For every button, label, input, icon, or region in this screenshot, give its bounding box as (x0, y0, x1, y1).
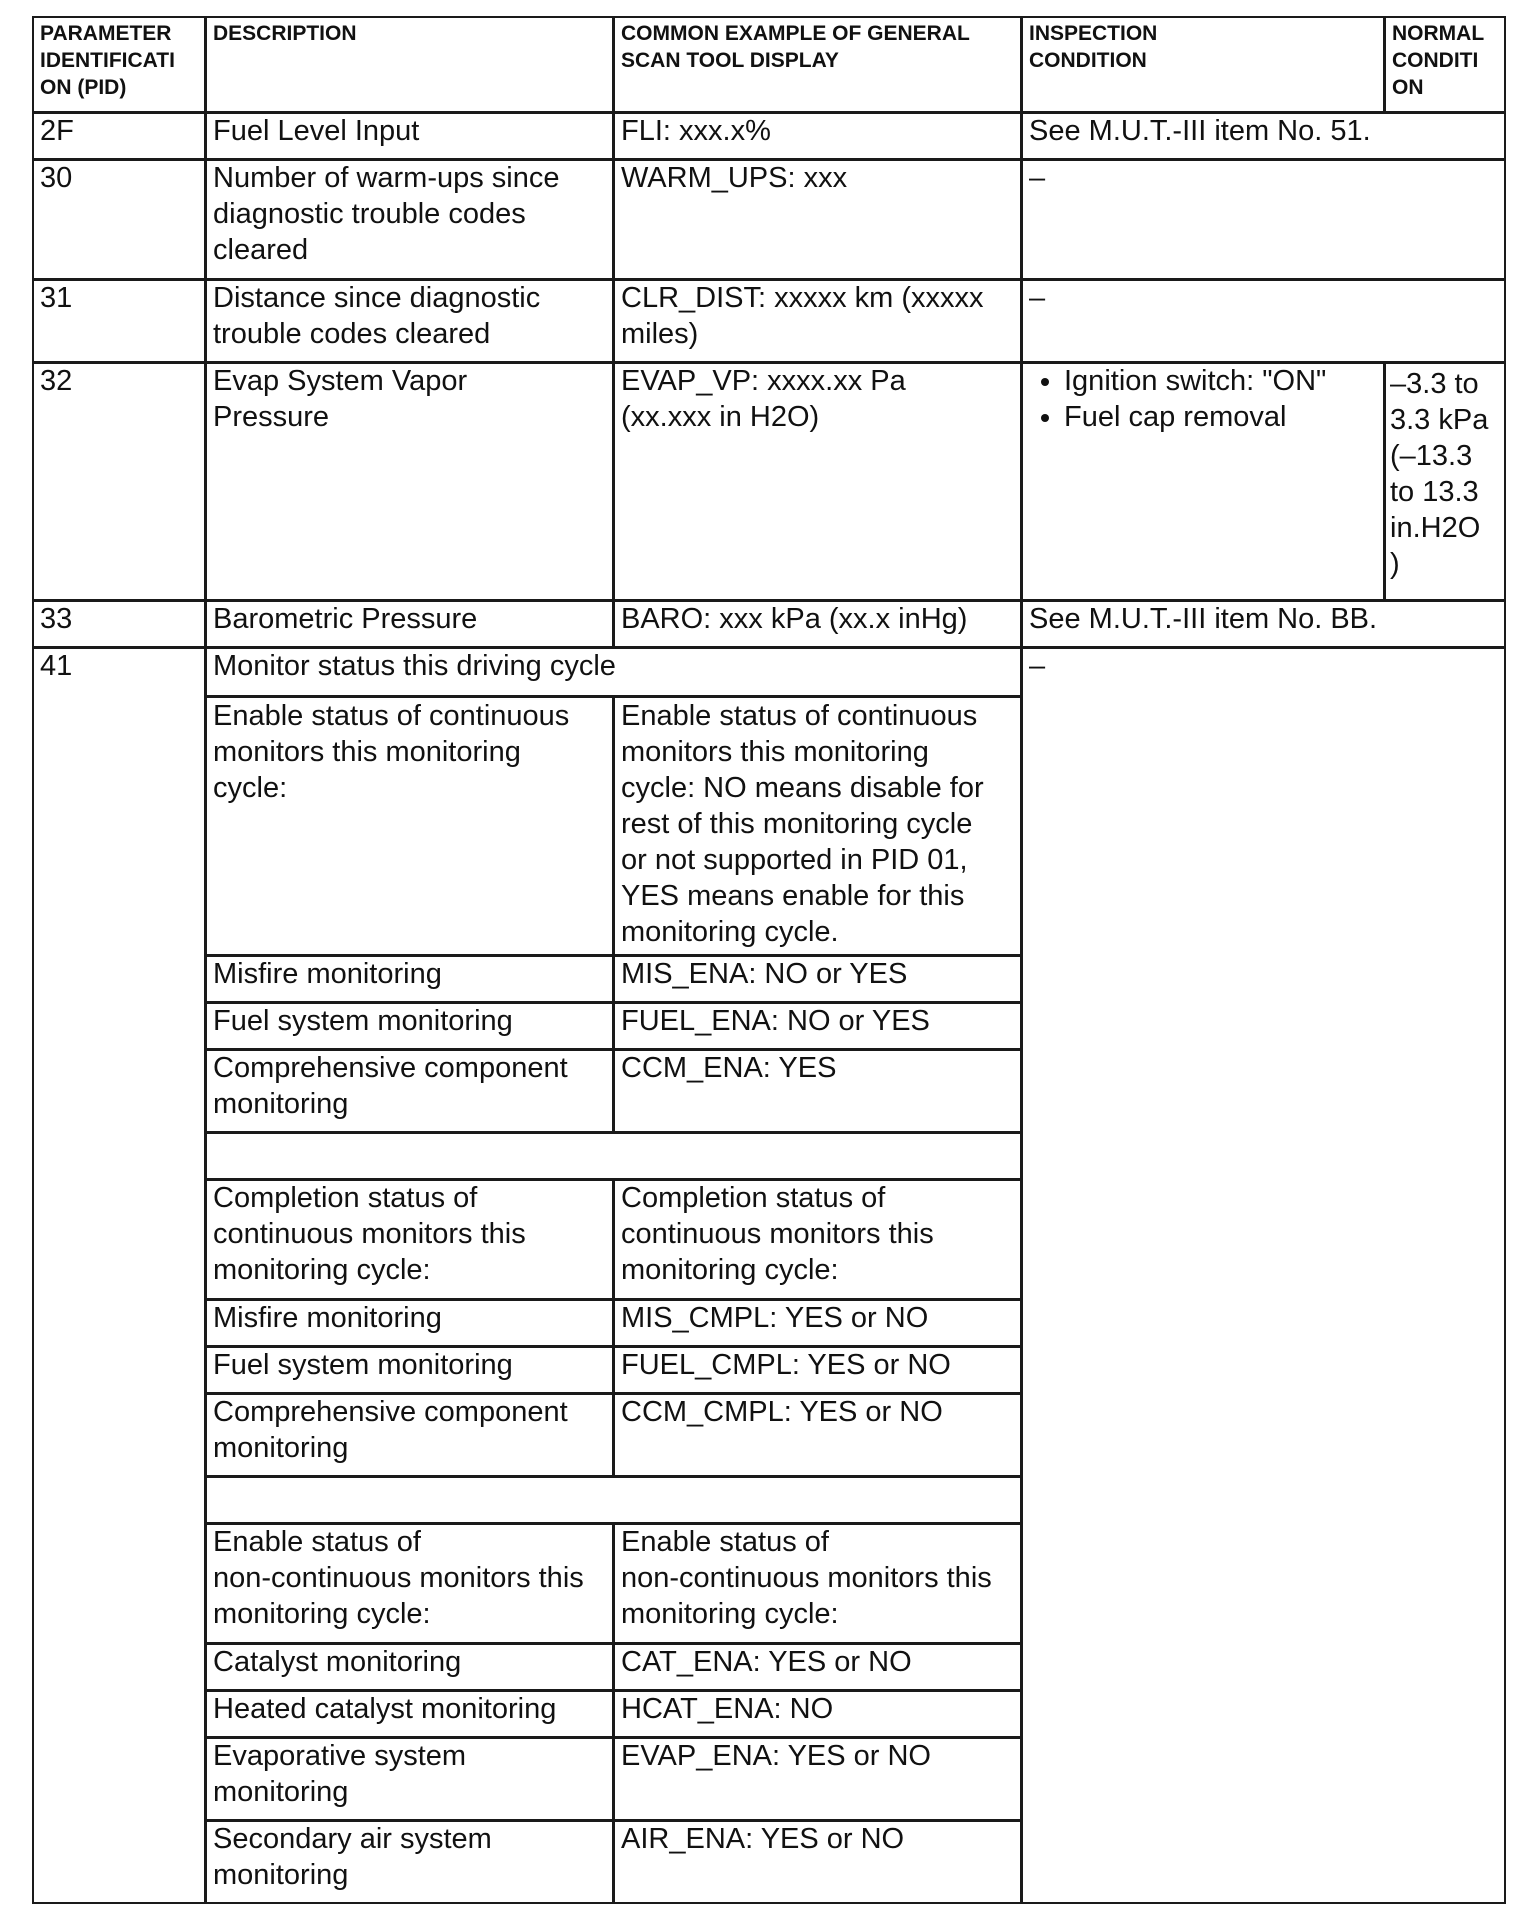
sub-display-2: FUEL_ENA: NO or YES (621, 1005, 930, 1037)
sub-display-11: EVAP_ENA: YES or NO (621, 1740, 931, 1772)
cond-32-item-2: • Fuel cap removal (1064, 399, 1326, 435)
display-30: WARM_UPS: xxx (621, 162, 848, 194)
sub-desc-11: Evaporative system monitoring (213, 1740, 467, 1808)
header-display: COMMON EXAMPLE OF GENERAL SCAN TOOL DISPLAY (621, 22, 970, 72)
sub-display-5: MIS_CMPL: YES or NO (621, 1302, 929, 1334)
cond-31: – (1029, 282, 1046, 314)
desc-31: Distance since diagnostic trouble codes cleared (213, 282, 541, 350)
pid-2f: 2F (40, 115, 74, 147)
row-41-title: Monitor status this driving cycle (213, 650, 616, 682)
sub-desc-5: Misfire monitoring (213, 1302, 442, 1334)
table-row-31-cond (1020, 278, 1506, 364)
header-pid: PARAMETER IDENTIFICATI ON (PID) (40, 22, 175, 99)
cond-2f: See M.U.T.-III item No. 51. (1029, 115, 1371, 147)
desc-33: Barometric Pressure (213, 603, 478, 635)
sub-display-8: Enable status of non-continuous monitors this monitoring cycle: (621, 1526, 992, 1630)
sub-desc-9: Catalyst monitoring (213, 1646, 462, 1678)
sub-desc-1: Misfire monitoring (213, 958, 442, 990)
display-32: EVAP_VP: xxxx.xx Pa (xx.xxx in H2O) (621, 365, 906, 433)
sub-desc-8: Enable status of non-continuous monitors this monitoring cycle: (213, 1526, 584, 1630)
cond-30: – (1029, 162, 1046, 194)
spacer-row-2 (204, 1475, 1023, 1525)
cond-32-item-1: • Ignition switch: "ON" (1064, 363, 1326, 399)
pid-32: 32 (40, 365, 73, 397)
sub-desc-10: Heated catalyst monitoring (213, 1693, 557, 1725)
desc-30: Number of warm-ups since diagnostic trouble codes cleared (213, 162, 560, 266)
table-row-41-cond (1020, 646, 1506, 1904)
pid-30: 30 (40, 162, 73, 194)
display-2f: FLI: xxx.x% (621, 115, 771, 147)
sub-desc-0: Enable status of continuous monitors this monitoring cycle: (213, 700, 570, 804)
spec-table (32, 16, 1506, 1904)
sub-desc-12: Secondary air system monitoring (213, 1823, 492, 1891)
sub-display-0: Enable status of continuous monitors this monitoring cycle: NO means disable for rest of this monitoring cycle or not supported in PID 01, YES means enable for this monitoring cycle. (621, 700, 984, 948)
normal-32: –3.3 to 3.3 kPa (–13.3 to 13.3 in.H2O ) (1390, 368, 1489, 580)
sub-display-4: Completion status of continuous monitors this monitoring cycle: (621, 1182, 934, 1286)
sub-display-9: CAT_ENA: YES or NO (621, 1646, 912, 1678)
cond-32-list (1029, 363, 1326, 435)
sub-desc-7: Comprehensive component monitoring (213, 1396, 568, 1464)
table-row-41-pid (32, 646, 207, 1904)
cond-33: See M.U.T.-III item No. BB. (1029, 603, 1378, 635)
sub-desc-2: Fuel system monitoring (213, 1005, 513, 1037)
cond-41: – (1029, 650, 1046, 682)
desc-32: Evap System Vapor Pressure (213, 365, 468, 433)
display-31: CLR_DIST: xxxxx km (xxxxx miles) (621, 282, 984, 350)
sub-desc-6: Fuel system monitoring (213, 1349, 513, 1381)
sub-display-1: MIS_ENA: NO or YES (621, 958, 908, 990)
pid-41: 41 (40, 650, 73, 682)
sub-desc-3: Comprehensive component monitoring (213, 1052, 568, 1120)
sub-display-12: AIR_ENA: YES or NO (621, 1823, 905, 1855)
sub-display-7: CCM_CMPL: YES or NO (621, 1396, 943, 1428)
desc-2f: Fuel Level Input (213, 115, 420, 147)
header-description: DESCRIPTION (213, 22, 357, 45)
pid-33: 33 (40, 603, 73, 635)
sub-display-6: FUEL_CMPL: YES or NO (621, 1349, 951, 1381)
spacer-row-1 (204, 1131, 1023, 1181)
header-inspection: INSPECTION CONDITION (1029, 22, 1158, 72)
header-normal: NORMAL CONDITI ON (1392, 22, 1485, 99)
pid-31: 31 (40, 282, 73, 314)
display-33: BARO: xxx kPa (xx.x inHg) (621, 603, 968, 635)
sub-display-3: CCM_ENA: YES (621, 1052, 837, 1084)
table-row-30-cond (1020, 158, 1506, 281)
sub-desc-4: Completion status of continuous monitors this monitoring cycle: (213, 1182, 526, 1286)
sub-display-10: HCAT_ENA: NO (621, 1693, 834, 1725)
